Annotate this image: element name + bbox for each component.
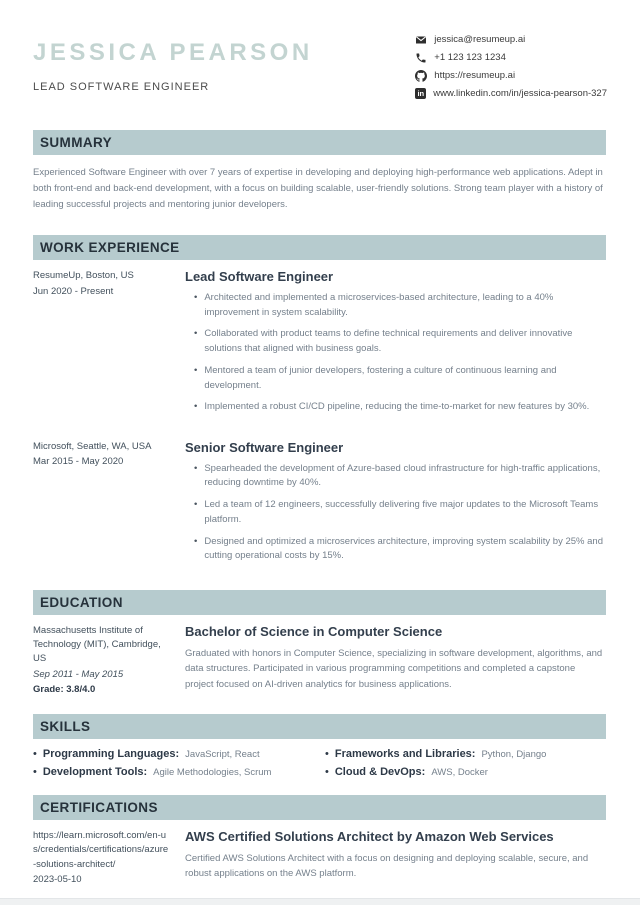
education-description: Graduated with honors in Computer Science, specializing in software development, algorithms, and data structures. Participated in various programming competitions and completed a capstone project focused on AI-driven analytics for business applications. [185, 647, 603, 690]
phone-icon [415, 52, 427, 64]
work-entry-2-meta [33, 440, 185, 571]
certification-meta [33, 829, 185, 887]
github-icon [415, 70, 427, 82]
job-bullet-text: Collaborated with product teams to define technical requirements and deliver innovative solutions that aligned with business goals. [204, 328, 573, 355]
bullet-marker: • [194, 401, 198, 413]
job-bullet [194, 327, 606, 356]
person-job-title: LEAD SOFTWARE ENGINEER [33, 81, 210, 94]
bullet-marker: • [194, 462, 198, 474]
skill-label: Programming Languages: [42, 748, 180, 761]
certifications-heading-label: CERTIFICATIONS [40, 800, 158, 816]
education-meta [33, 624, 185, 697]
skill-value: Python, Django [481, 749, 547, 761]
bullet-marker: • [194, 328, 198, 340]
linkedin-icon: in [415, 88, 426, 99]
job-title: Lead Software Engineer [185, 269, 334, 285]
skills-column-2 [325, 748, 546, 778]
job-bullet [194, 535, 606, 564]
employment-dates: Jun 2020 - Present [33, 285, 114, 297]
job-bullet [194, 462, 606, 491]
contact-email-text: jessica@resumeup.ai [434, 34, 526, 46]
job-bullet-text: Designed and optimized a microservices architecture, improving system scalability by 25% and cutting operational costs by 15%. [204, 535, 603, 562]
contact-email[interactable] [415, 34, 607, 46]
company-name: Microsoft, Seattle, WA, USA [33, 441, 152, 453]
certification-date: 2023-05-10 [33, 873, 82, 885]
job-bullet-list [185, 462, 606, 564]
bullet-marker: • [325, 748, 329, 761]
skills-heading-label: SKILLS [40, 719, 91, 735]
job-bullet-text: Spearheaded the development of Azure-based cloud infrastructure for high-traffic applications, reducing downtime by 40%. [204, 462, 601, 489]
contact-info [415, 34, 607, 99]
skill-value: JavaScript, React [185, 749, 260, 761]
bullet-marker: • [325, 766, 329, 779]
education-section-heading [33, 590, 606, 615]
job-title: Senior Software Engineer [185, 440, 344, 456]
work-entry-2-details [185, 440, 606, 571]
skill-label: Frameworks and Libraries: [334, 748, 476, 761]
bullet-marker: • [194, 535, 198, 547]
job-bullet-text: Mentored a team of junior developers, fostering a culture of continuous learning and development. [204, 364, 557, 391]
education-entry [33, 624, 606, 697]
skill-value: Agile Methodologies, Scrum [153, 767, 272, 779]
contact-phone-text: +1 123 123 1234 [434, 52, 506, 64]
employment-dates: Mar 2015 - May 2020 [33, 456, 124, 468]
contact-linkedin-text: www.linkedin.com/in/jessica-pearson-327 [433, 88, 607, 99]
certification-url[interactable]: https://learn.microsoft.com/en-us/credentials/certifications/azure-solutions-architect/ [33, 830, 169, 870]
email-icon [415, 34, 427, 46]
job-bullet [194, 498, 606, 527]
skill-item [325, 748, 546, 760]
job-bullet [194, 291, 606, 320]
education-heading-label: EDUCATION [40, 594, 123, 610]
summary-section-heading [33, 130, 606, 155]
bullet-marker: • [33, 748, 37, 761]
job-bullet-text: Led a team of 12 engineers, successfully delivering five major updates to the Microsoft Teams platform. [204, 499, 599, 525]
job-bullet [194, 364, 606, 393]
bullet-marker: • [33, 766, 37, 779]
skill-label: Development Tools: [42, 766, 148, 779]
resume-header [33, 34, 607, 99]
bullet-marker: • [194, 364, 198, 376]
degree-title: Bachelor of Science in Computer Science [185, 623, 443, 639]
certification-title: AWS Certified Solutions Architect by Amazon Web Services [185, 829, 554, 845]
header-identity [33, 40, 313, 93]
job-bullet-text: Architected and implemented a microservices-based architecture, leading to a 40% improvement in system scalability. [204, 292, 554, 318]
certification-entry [33, 829, 606, 887]
job-bullet-list [185, 291, 606, 415]
contact-website[interactable] [415, 70, 607, 82]
bullet-marker: • [194, 499, 198, 511]
skill-item [33, 766, 325, 778]
company-name: ResumeUp, Boston, US [33, 270, 134, 282]
work-heading-label: WORK EXPERIENCE [40, 240, 180, 256]
skill-item [33, 748, 325, 760]
summary-text: Experienced Software Engineer with over 7 years of expertise in developing and deploying high-performance web applications. Adept in both front-end and back-end development, with a focus on building scalable, user-friendly solutions. Strong team player with a history of leading successful projects and mentoring junior developers. [33, 167, 603, 210]
page-bottom-edge [0, 898, 640, 905]
skills-section-heading [33, 714, 606, 739]
certification-description: Certified AWS Solutions Architect with a focus on designing and deploying scalable, secure, and robust applications on the AWS platform. [185, 852, 589, 880]
work-entry-1-details [185, 269, 606, 422]
job-bullet [194, 400, 606, 415]
certifications-section-heading [33, 795, 606, 820]
work-entry-1-meta [33, 269, 185, 422]
summary-heading-label: SUMMARY [40, 135, 113, 151]
contact-website-text: https://resumeup.ai [434, 70, 516, 82]
job-bullet-text: Implemented a robust CI/CD pipeline, reducing the time-to-market for new features by 30%. [204, 401, 590, 413]
work-entry-2 [33, 440, 606, 571]
school-name: Massachusetts Institute of Technology (MIT), Cambridge, US [33, 624, 161, 665]
skills-column-1 [33, 748, 325, 778]
education-dates: Sep 2011 - May 2015 [33, 668, 124, 680]
skill-value: AWS, Docker [431, 767, 488, 779]
skill-item [325, 766, 546, 778]
skills-list [33, 748, 606, 778]
skill-label: Cloud & DevOps: [334, 766, 426, 779]
education-details [185, 624, 606, 697]
person-name: JESSICA PEARSON [33, 39, 313, 66]
work-section-heading [33, 235, 606, 260]
certification-details [185, 829, 606, 887]
contact-phone[interactable] [415, 52, 607, 64]
contact-linkedin[interactable] [415, 88, 607, 99]
education-grade: Grade: 3.8/4.0 [33, 683, 96, 695]
bullet-marker: • [194, 292, 198, 303]
work-entry-1 [33, 269, 606, 422]
